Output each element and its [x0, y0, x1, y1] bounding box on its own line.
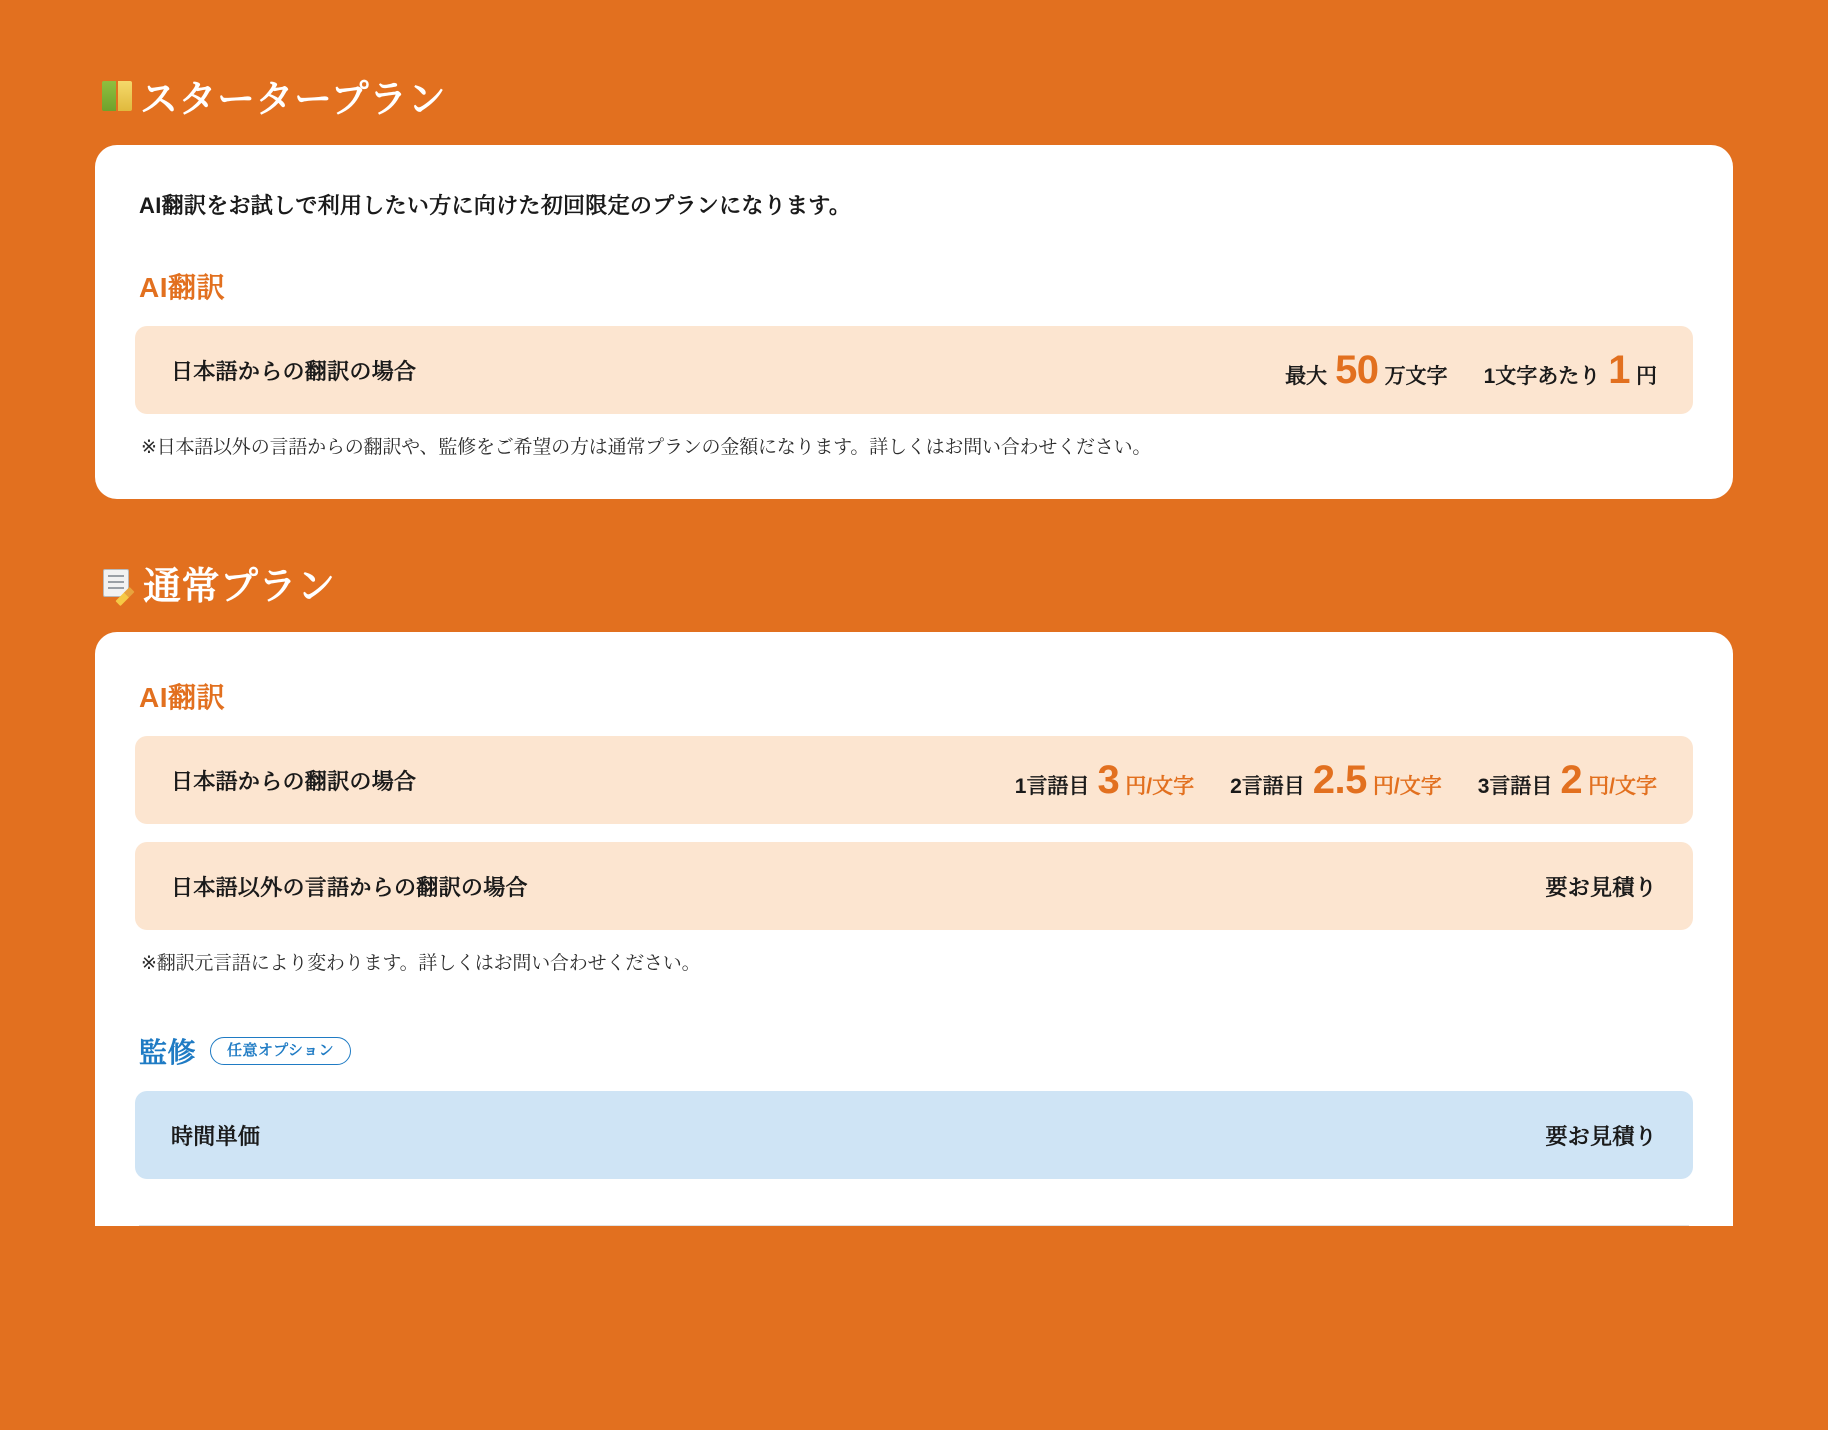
- section-heading-starter: [102, 68, 1733, 123]
- price-prefix: 1言語目: [1014, 775, 1090, 798]
- price-unit: [1484, 350, 1657, 390]
- price-value: 2: [1560, 758, 1583, 802]
- table-row: [135, 326, 1693, 414]
- starter-lead-text: AI翻訳をお試しで利用したい方に向けた初回限定のプランになります。: [139, 193, 852, 218]
- table-row: [135, 1091, 1693, 1179]
- price-unit: [1285, 350, 1448, 390]
- price-value: 3: [1097, 758, 1120, 802]
- row-label: 日本語からの翻訳の場合: [171, 768, 417, 794]
- memo-icon: [102, 567, 134, 599]
- row-price-group: [1015, 760, 1657, 800]
- price-unit: [1478, 760, 1657, 800]
- row-label: 時間単価: [171, 1123, 261, 1149]
- row-quote-value: 要お見積り: [1545, 1123, 1657, 1149]
- supervision-subhead: [139, 1031, 1693, 1071]
- price-suffix: 円/文字: [1125, 775, 1195, 798]
- price-prefix: 3言語目: [1477, 775, 1553, 798]
- price-value: 1: [1608, 348, 1630, 392]
- row-price-group: [1285, 350, 1657, 390]
- table-row: [135, 842, 1693, 930]
- price-unit: [1230, 760, 1442, 800]
- regular-note: ※翻訳元言語により変わります。詳しくはお問い合わせください。: [141, 953, 701, 974]
- price-prefix: 2言語目: [1230, 775, 1305, 798]
- starter-note: ※日本語以外の言語からの翻訳や、監修をご希望の方は通常プランの金額になります。詳しくはお問い合わせください。: [141, 437, 1152, 458]
- regular-plan-card: [95, 632, 1733, 1226]
- price-suffix: 円/文字: [1372, 775, 1442, 798]
- price-prefix: 1文字あたり: [1483, 365, 1601, 388]
- section-heading-regular: [102, 555, 1733, 610]
- open-book-icon: [102, 79, 132, 113]
- price-suffix: 円/文字: [1588, 775, 1657, 798]
- price-prefix: 最大: [1285, 365, 1328, 388]
- regular-subhead-ai-translation: AI翻訳: [139, 682, 226, 713]
- starter-subhead-ai-translation: AI翻訳: [139, 272, 226, 303]
- starter-plan-card: [95, 145, 1733, 499]
- card-divider: [139, 1225, 1689, 1226]
- price-suffix: 円: [1636, 365, 1657, 388]
- table-row: [135, 736, 1693, 824]
- optional-option-badge: 任意オプション: [210, 1037, 351, 1065]
- price-suffix: 万文字: [1384, 365, 1448, 388]
- row-label: 日本語以外の言語からの翻訳の場合: [171, 874, 528, 900]
- price-value: 2.5: [1312, 758, 1367, 802]
- price-unit: [1015, 760, 1194, 800]
- row-quote-value: 要お見積り: [1545, 874, 1657, 900]
- section-title-starter: スタータープラン: [140, 79, 447, 121]
- supervision-title: 監修: [139, 1037, 197, 1068]
- row-label: 日本語からの翻訳の場合: [171, 358, 417, 384]
- section-title-regular: 通常プラン: [143, 566, 336, 608]
- price-value: 50: [1335, 348, 1379, 392]
